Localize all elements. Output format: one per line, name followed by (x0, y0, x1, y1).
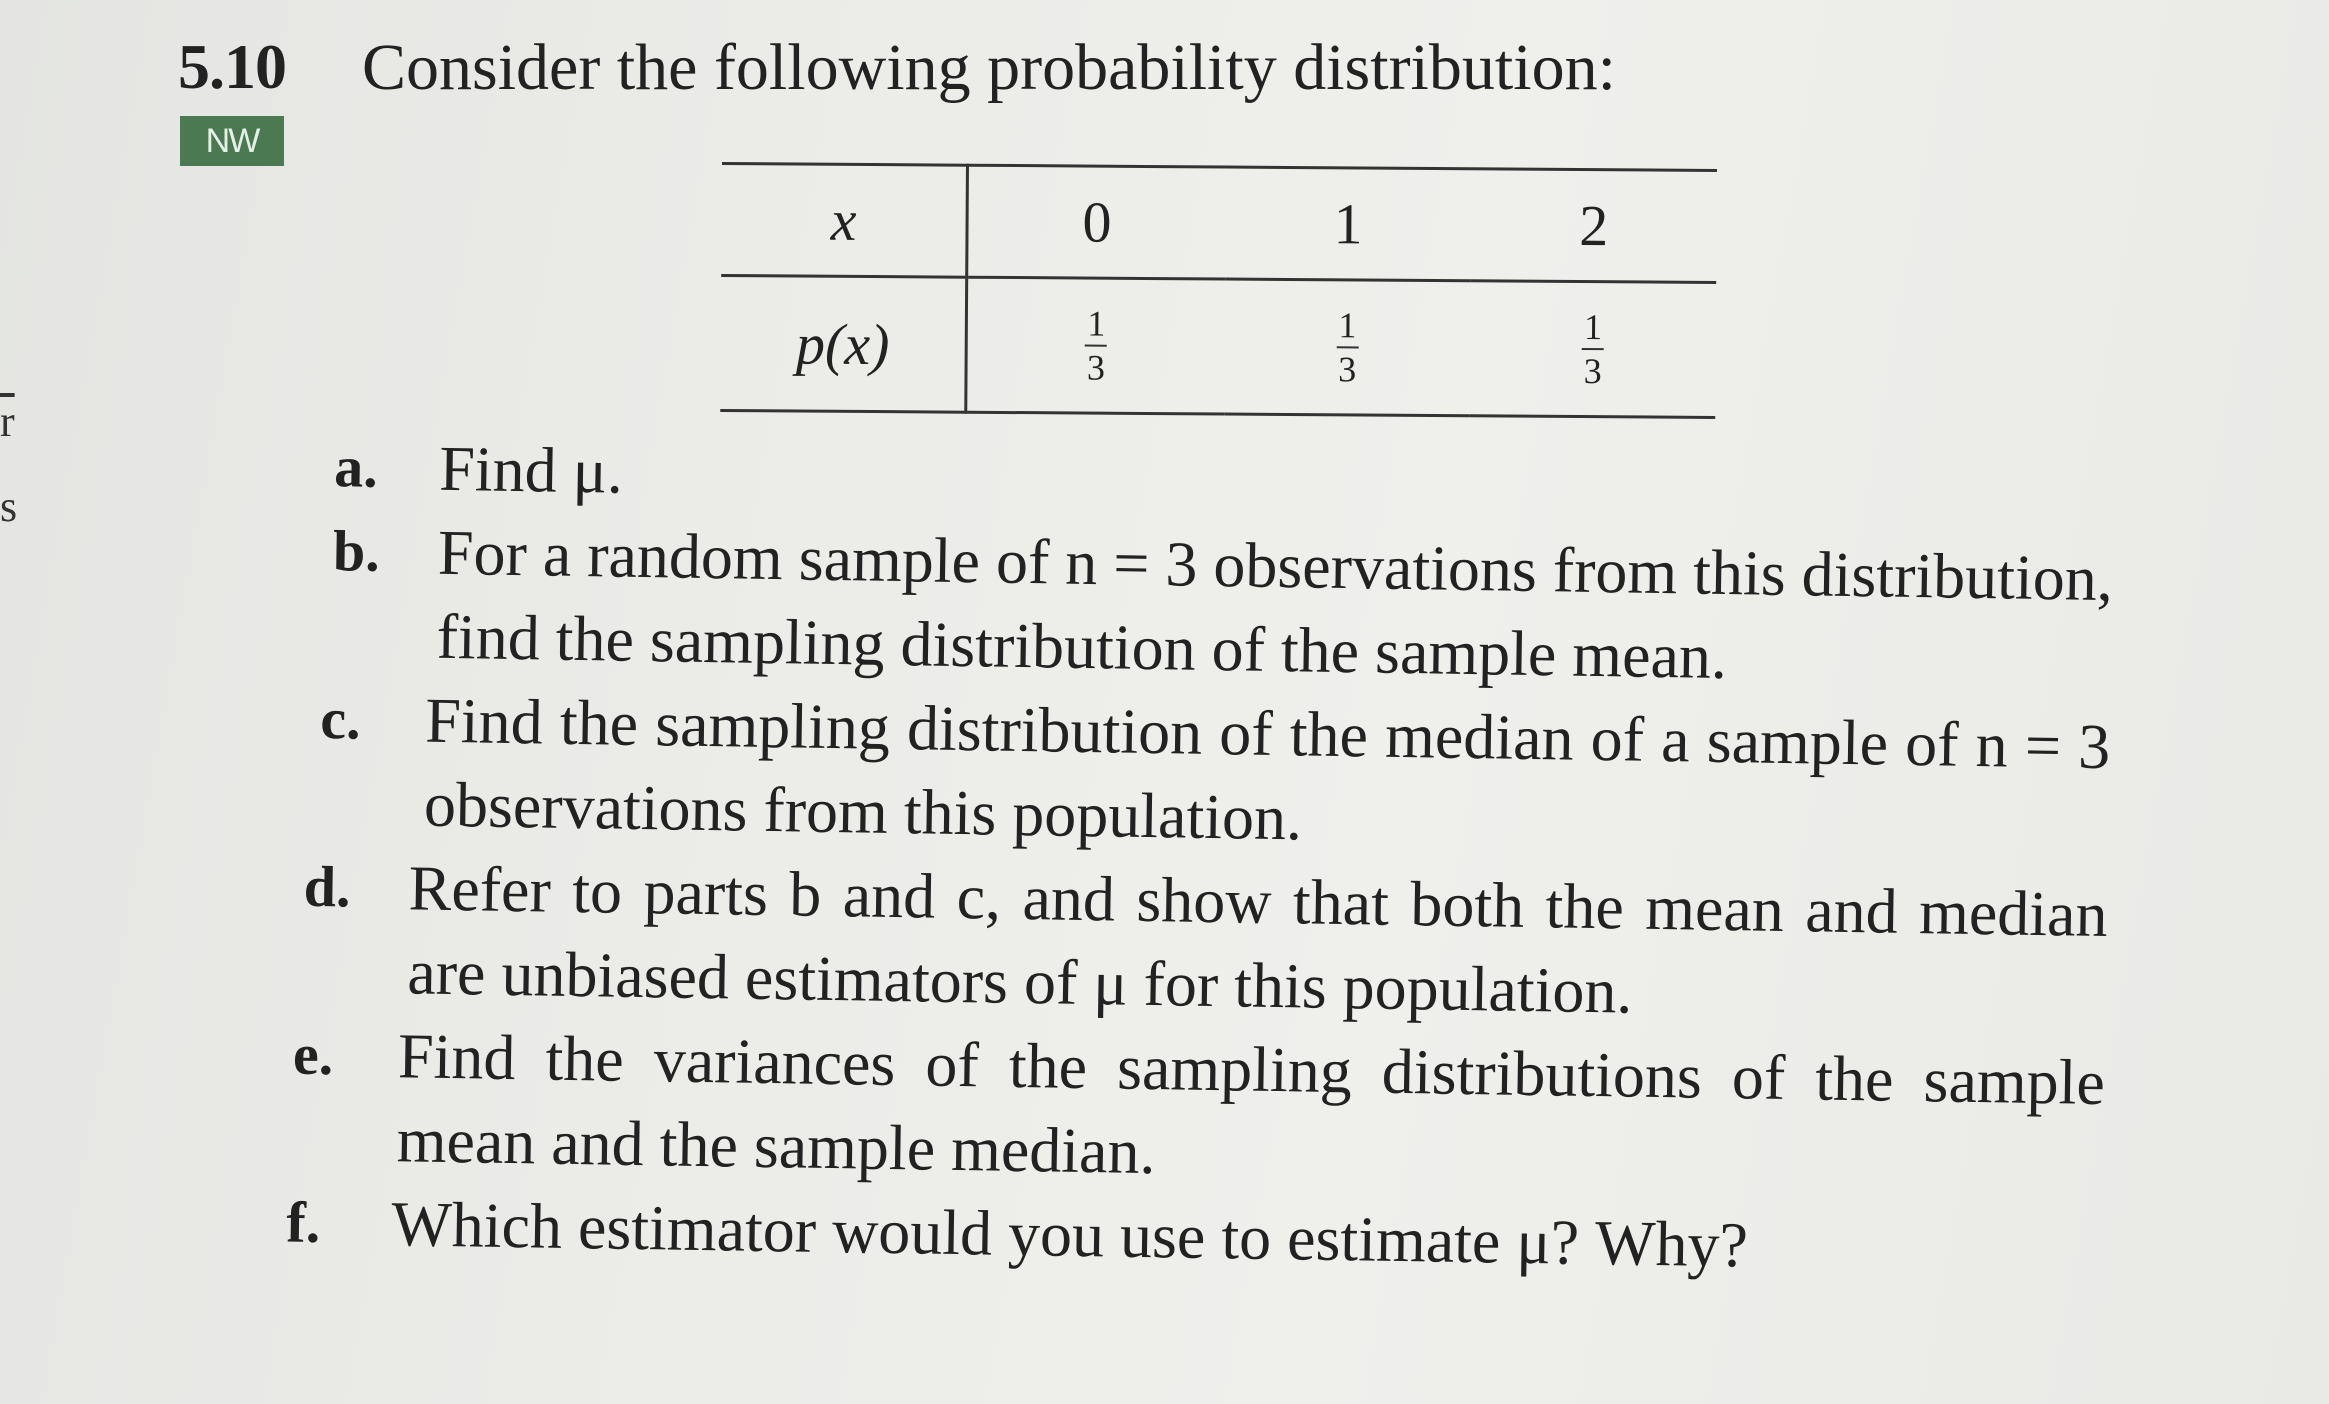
part-text: Refer to parts b and c, and show that both the mean and median are unbiased estimators of μ for this population. (406, 852, 2109, 1027)
fraction (1336, 305, 1359, 390)
px-value-cell (1470, 281, 1717, 417)
part-d (302, 845, 2108, 1041)
part-letter: b. (332, 518, 381, 584)
part-text: For a random sample of n = 3 observations from this distribution, find the sampling distribution of the sample mean. (436, 516, 2114, 693)
part-text: Find the sampling distribution of the median of a sample of n = 3 observations from this population. (423, 684, 2111, 854)
problem-parts (285, 425, 2115, 1293)
part-e (291, 1013, 2105, 1209)
fraction (1582, 307, 1605, 392)
fraction-numerator: 1 (1085, 306, 1107, 347)
part-c (318, 677, 2110, 873)
px-value-cell (1224, 279, 1471, 415)
problem-number: 5.10 (178, 31, 286, 102)
part-letter: e. (292, 1021, 334, 1088)
fraction-denominator: 3 (1338, 349, 1357, 390)
table-row-x (721, 163, 1717, 282)
x-value-cell: 0 (967, 165, 1226, 279)
part-text: Find the variances of the sampling distributions of the sample mean and the sample median. (396, 1020, 2106, 1188)
probability-distribution-table (720, 162, 1717, 419)
margin-mark-1: $\overline{r}$ (0, 397, 15, 446)
part-b (331, 509, 2113, 705)
part-letter: d. (303, 853, 352, 920)
fraction-denominator: 3 (1086, 347, 1106, 388)
fraction-denominator: 3 (1583, 351, 1602, 392)
table-row-px (720, 276, 1716, 418)
part-text: Find μ. (438, 432, 624, 507)
fraction (1085, 303, 1108, 388)
part-letter: f. (285, 1189, 321, 1256)
x-value-cell: 1 (1225, 167, 1471, 281)
part-letter: c. (319, 685, 362, 752)
x-value-cell: 2 (1471, 169, 1717, 283)
nw-badge: NW (180, 116, 284, 166)
fraction-numerator: 1 (1582, 309, 1604, 350)
px-value-cell (966, 278, 1225, 414)
margin-mark-2: s (0, 482, 18, 531)
fraction-numerator: 1 (1336, 307, 1358, 348)
part-letter: a. (333, 434, 379, 500)
problem-title: Consider the following probability distribution: (362, 31, 1616, 104)
part-text: Which estimator would you use to estimate μ? Why? (390, 1188, 1749, 1281)
px-label-cell: p(x) (720, 276, 966, 412)
x-label-cell: x (721, 163, 967, 277)
